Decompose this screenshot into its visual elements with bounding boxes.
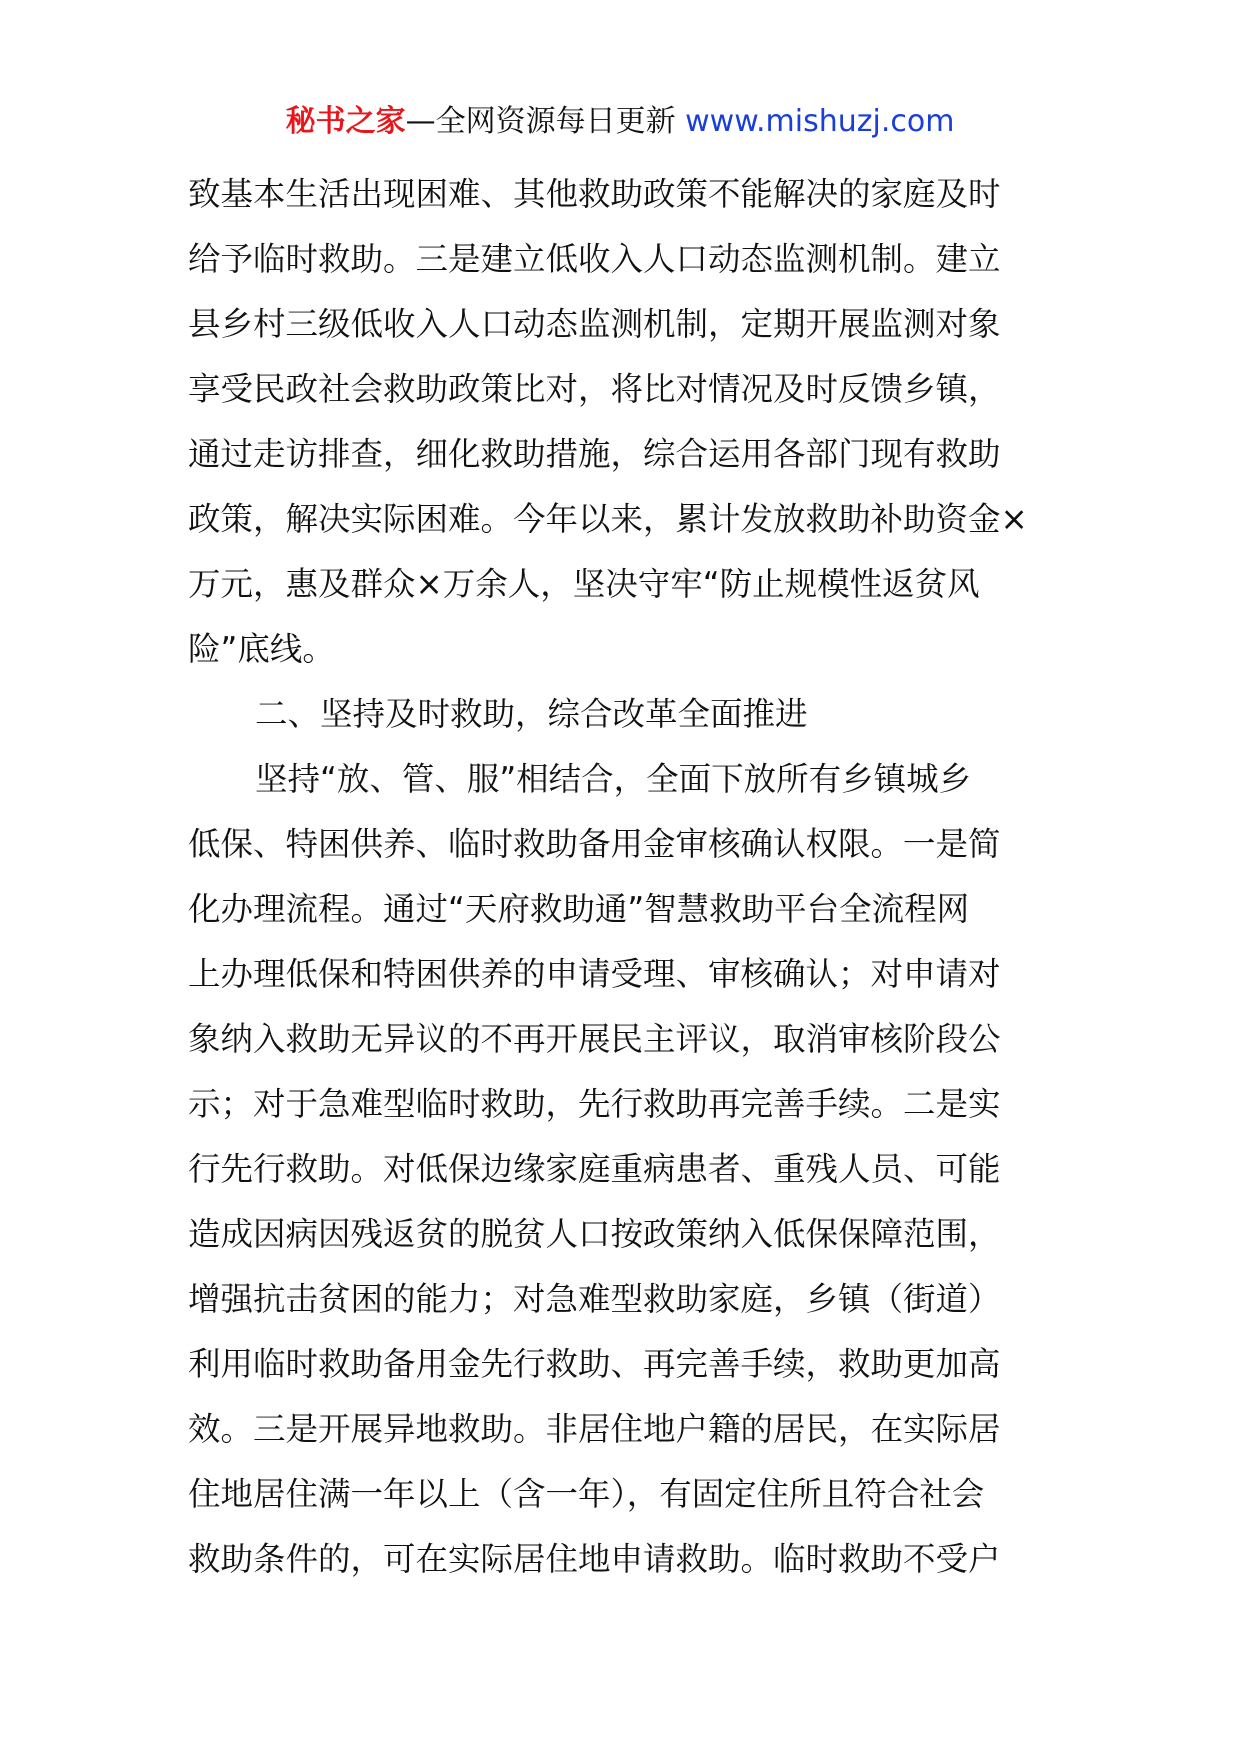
text-line: 低保、特困供养、临时救助备用金审核确认权限。一是简: [188, 825, 1001, 863]
site-url-link[interactable]: www.mishuzj.com: [685, 104, 955, 139]
text-line: 行先行救助。对低保边缘家庭重病患者、重残人员、可能: [188, 1150, 1001, 1188]
section-heading: 二、坚持及时救助，综合改革全面推进: [255, 695, 808, 733]
text-line: 给予临时救助。三是建立低收入人口动态监测机制。建立: [188, 240, 1001, 278]
text-line: 县乡村三级低收入人口动态监测机制，定期开展监测对象: [188, 305, 1001, 343]
document-body: [188, 162, 1058, 1592]
text-line: 效。三是开展异地救助。非居住地户籍的居民，在实际居: [188, 1410, 1001, 1448]
text-line: 坚持“放、管、服”相结合，全面下放所有乡镇城乡: [255, 760, 972, 798]
text-line: 增强抗击贫困的能力；对急难型救助家庭，乡镇（街道）: [188, 1280, 1001, 1318]
text-line: 救助条件的，可在实际居住地申请救助。临时救助不受户: [188, 1540, 1001, 1578]
text-line: 示；对于急难型临时救助，先行救助再完善手续。二是实: [188, 1085, 1001, 1123]
text-line: 通过走访排查，细化救助措施，综合运用各部门现有救助: [188, 435, 1001, 473]
text-line: 致基本生活出现困难、其他救助政策不能解决的家庭及时: [188, 175, 1001, 213]
text-line: 利用临时救助备用金先行救助、再完善手续，救助更加高: [188, 1345, 1001, 1383]
text-line: 住地居住满一年以上（含一年），有固定住所且符合社会: [188, 1475, 985, 1513]
text-line: 化办理流程。通过“天府救助通”智慧救助平台全流程网: [188, 890, 970, 928]
text-line: 象纳入救助无异议的不再开展民主评议，取消审核阶段公: [188, 1020, 1001, 1058]
text-line: 政策，解决实际困难。今年以来，累计发放救助补助资金×: [188, 500, 1028, 538]
text-line: 造成因病因残返贫的脱贫人口按政策纳入低保保障范围，: [188, 1215, 1001, 1253]
text-line: 万元，惠及群众×万余人，坚决守牢“防止规模性返贫风: [188, 565, 980, 603]
header-tagline: —全网资源每日更新: [405, 104, 676, 139]
text-line: 险”底线。: [188, 630, 335, 668]
text-line: 上办理低保和特困供养的申请受理、审核确认；对申请对: [188, 955, 1001, 993]
text-line: 享受民政社会救助政策比对，将比对情况及时反馈乡镇，: [188, 370, 1001, 408]
brand-name: 秘书之家: [285, 104, 406, 139]
site-header: [0, 102, 1240, 142]
